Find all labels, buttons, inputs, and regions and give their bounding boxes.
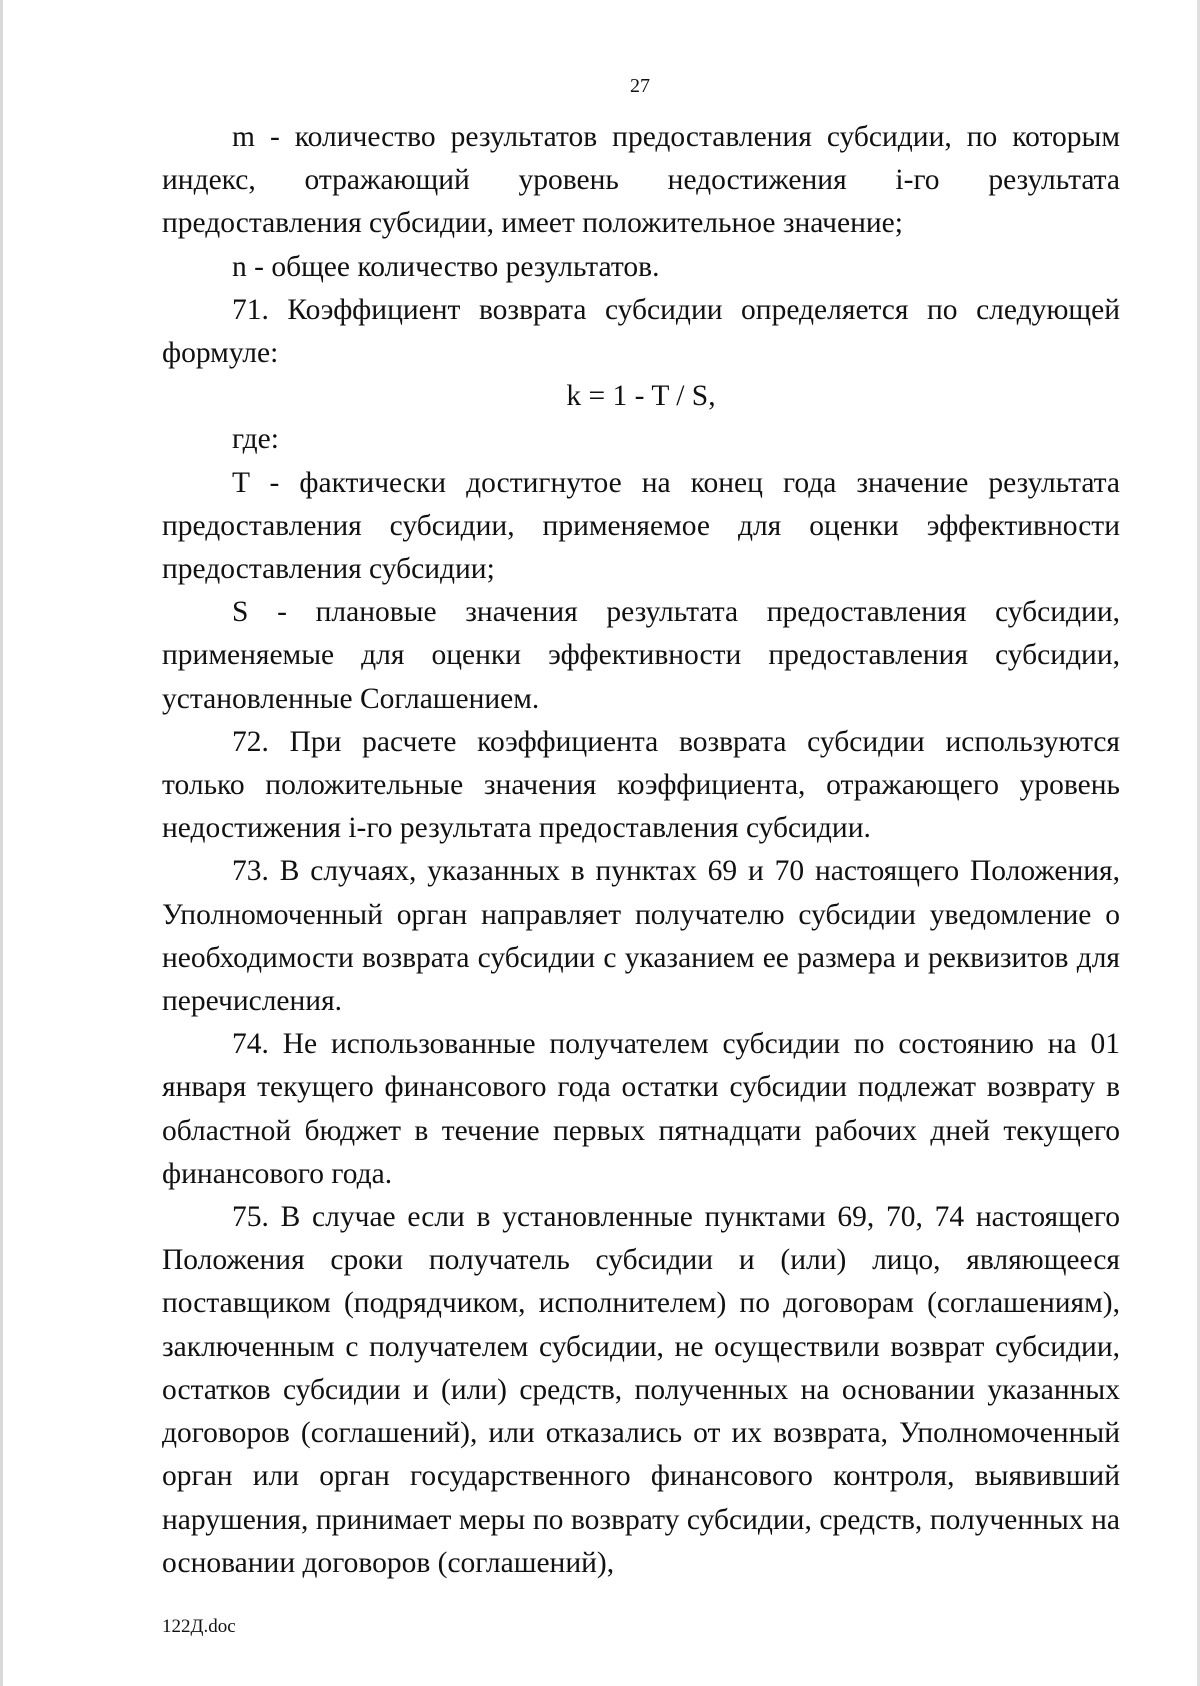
paragraph-where: где:: [232, 423, 279, 456]
paragraph-73: 73. В случаях, указанных в пунктах 69 и 70 настоящего Положения, Уполномоченный орган направляет получателю субсидии уведомление о необходимости возврата субсидии с указанием ее размера и реквизитов для перечисления.: [162, 855, 1120, 1018]
document-body: [162, 116, 1120, 1585]
paragraph-72: 72. При расчете коэффициента возврата субсидии используются только положительные значения коэффициента, отражающего уровень недостижения i-го результата предоставления субсидии.: [162, 725, 1120, 845]
paragraph-75: 75. В случае если в установленные пунктами 69, 70, 74 настоящего Положения сроки получатель субсидии и (или) лицо, являющееся поставщиком (подрядчиком, исполнителем) по договорам (соглашениям), заключенным с получателем субсидии, не осуществили возврат субсидии, остатков субсидии и (или) средств, полученных на основании указанных договоров (соглашений), или отказались от их возврата, Уполномоченный орган или орган государственного финансового контроля, выявивший нарушения, принимает меры по возврату субсидии, средств, полученных на основании договоров (соглашений),: [162, 1201, 1120, 1579]
page-number: 27: [630, 75, 650, 97]
paragraph-74: 74. Не использованные получателем субсидии по состоянию на 01 января текущего финансового года остатки субсидии подлежат возврату в областной бюджет в течение первых пятнадцати рабочих дней текущего финансового года.: [162, 1028, 1120, 1190]
paragraph-t-definition: T - фактически достигнутое на конец года значение результата предоставления субсидии, применяемое для оценки эффективности предоставления субсидии;: [162, 466, 1120, 586]
scan-edge-left: [0, 0, 3, 1686]
paragraph-n-definition: n - общее количество результатов.: [232, 250, 660, 283]
paragraph-s-definition: S - плановые значения результата предоставления субсидии, применяемые для оценки эффективности предоставления субсидии, установленные Соглашением.: [162, 596, 1120, 715]
paragraph-71: 71. Коэффициент возврата субсидии определяется по следующей формуле:: [162, 293, 1120, 370]
footer-filename: 122Д.doc: [162, 1616, 236, 1637]
formula: k = 1 - T / S,: [566, 380, 716, 413]
paragraph-m-definition: m - количество результатов предоставления субсидии, по которым индекс, отражающий уровень недостижения i-го результата предоставления субсидии, имеет положительное значение;: [162, 121, 1120, 240]
